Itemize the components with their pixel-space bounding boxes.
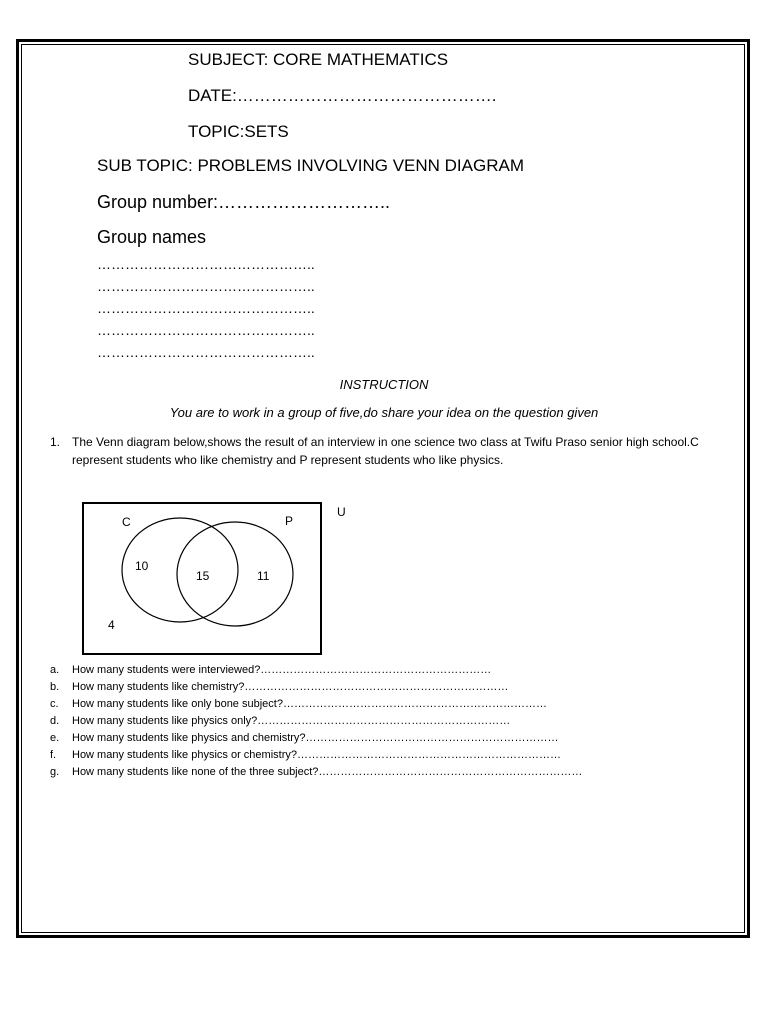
name-line: ……………………………………….. bbox=[97, 322, 315, 338]
sub-question-text: How many students were interviewed?……………………………………………………… bbox=[72, 664, 492, 676]
sub-question-letter: f. bbox=[50, 749, 57, 761]
sub-question-text: How many students like physics or chemistry?……………………………………………………………… bbox=[72, 749, 561, 761]
group-names-label: Group names bbox=[97, 227, 207, 247]
name-line: ……………………………………….. bbox=[97, 300, 315, 316]
sub-question-text: How many students like chemistry?……………………………………………………………… bbox=[72, 681, 509, 693]
question-text-line-1: The Venn diagram below,shows the result of an interview in one science two class at Twifu Praso senior high school.C bbox=[72, 435, 699, 449]
set-c-label: C bbox=[122, 515, 131, 529]
question-number: 1. bbox=[50, 435, 61, 449]
sub-question-letter: g. bbox=[50, 766, 60, 778]
name-line: ……………………………………….. bbox=[97, 278, 315, 294]
sub-question-text: How many students like none of the three subject?……………………………………………………………… bbox=[72, 766, 583, 778]
date-line: DATE:………………………………………. bbox=[188, 86, 497, 105]
sub-question-letter: e. bbox=[50, 732, 60, 744]
name-line: ……………………………………….. bbox=[97, 344, 315, 360]
sub-question-letter: a. bbox=[50, 664, 60, 676]
topic-line: TOPIC:SETS bbox=[188, 122, 289, 141]
set-p-label: P bbox=[285, 514, 294, 528]
name-line: ……………………………………….. bbox=[97, 256, 315, 272]
only-c-value: 10 bbox=[135, 559, 149, 573]
question-text-line-2: represent students who like chemistry and P represent students who like physics. bbox=[72, 453, 504, 467]
subject-line: SUBJECT: CORE MATHEMATICS bbox=[188, 50, 449, 69]
intersection-value: 15 bbox=[196, 569, 210, 583]
sub-question-text: How many students like only bone subject?……………………………………………………………… bbox=[72, 698, 547, 710]
sub-topic-line: SUB TOPIC: PROBLEMS INVOLVING VENN DIAGRAM bbox=[97, 156, 524, 175]
sub-question-letter: b. bbox=[50, 681, 60, 693]
sub-question-letter: c. bbox=[50, 698, 59, 710]
instruction-heading: INSTRUCTION bbox=[339, 377, 429, 392]
group-number-line: Group number:……………………….. bbox=[97, 192, 391, 212]
outside-value: 4 bbox=[108, 618, 115, 632]
venn-diagram bbox=[82, 502, 352, 657]
set-p-circle bbox=[177, 522, 293, 626]
sub-question-text: How many students like physics and chemistry?…………………………………………………………… bbox=[72, 732, 559, 744]
page-border-inner bbox=[21, 44, 745, 933]
instruction-text: You are to work in a group of five,do share your idea on the question given bbox=[169, 405, 599, 420]
sub-question-letter: d. bbox=[50, 715, 60, 727]
sub-question-text: How many students like physics only?…………………………………………………………… bbox=[72, 715, 511, 727]
universal-set-label: U bbox=[337, 505, 346, 519]
only-p-value: 11 bbox=[257, 569, 270, 583]
